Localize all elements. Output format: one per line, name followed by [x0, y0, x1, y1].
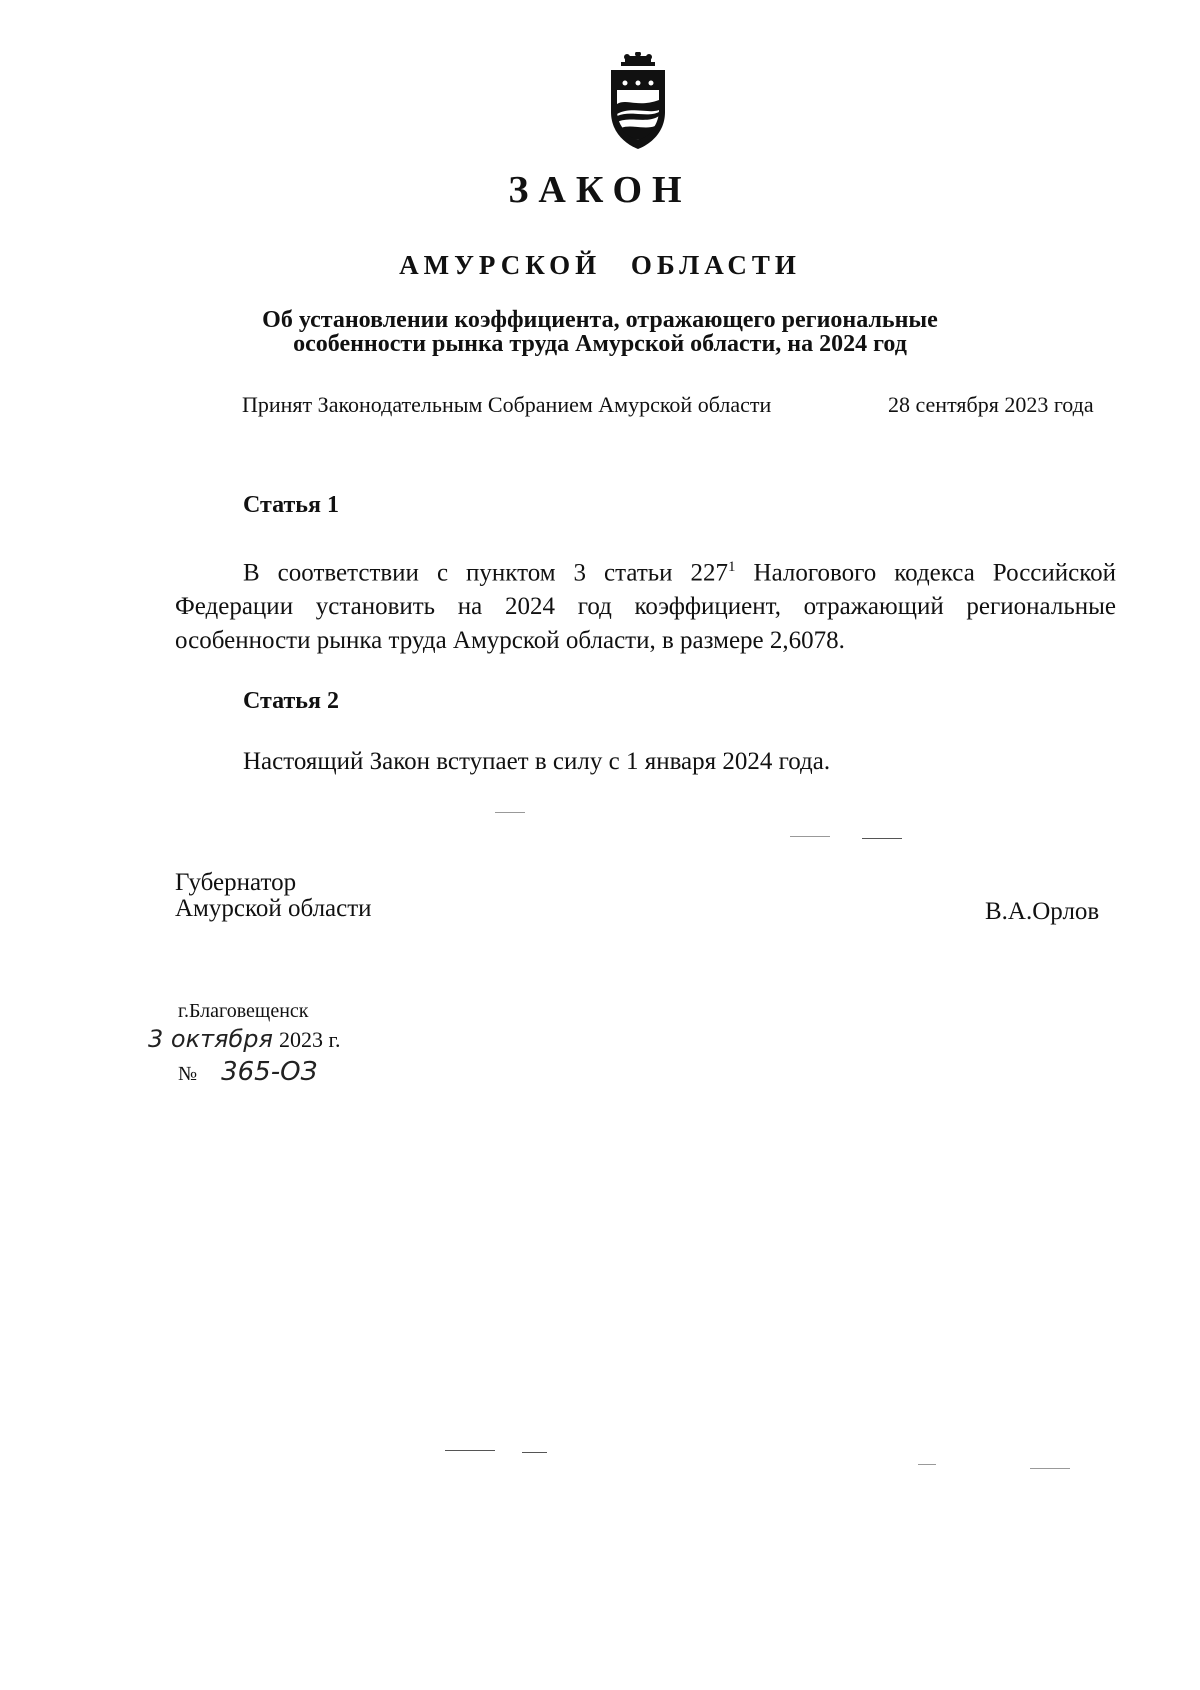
scan-mark — [790, 836, 830, 837]
governor-title — [175, 870, 372, 922]
article-2-heading: Статья 2 — [243, 688, 339, 714]
coat-of-arms-icon — [603, 52, 673, 152]
governor-title-line-2: Амурской области — [175, 895, 372, 922]
adoption-body: Принят Законодательным Собранием Амурской области — [242, 392, 772, 417]
article-1-text-start: В соответствии с пунктом 3 статьи 227 — [243, 559, 729, 587]
scan-mark — [1030, 1468, 1070, 1469]
article-1-text — [175, 550, 1116, 658]
signing-city: г.Благовещенск — [178, 1000, 309, 1022]
law-subject-line-2: особенности рынка труда Амурской области, на 2024 год — [293, 331, 907, 357]
handwritten-number: 365-ОЗ — [221, 1057, 318, 1087]
scan-mark — [862, 838, 902, 839]
handwritten-date: 3 октября — [148, 1025, 273, 1053]
governor-name: В.А.Орлов — [985, 898, 1100, 925]
number-sign: № — [178, 1063, 198, 1085]
law-subject — [180, 308, 1020, 356]
scan-mark — [445, 1450, 495, 1451]
adoption-date: 28 сентября 2023 года — [888, 392, 1094, 417]
signing-year: 2023 г. — [278, 1027, 341, 1052]
article-1-text-end: Налогового кодекса Российской Федерации установить на 2024 год коэффициент, отражающий региональные особенности рынка труда Амурской области, в размере 2,6078. — [175, 559, 1116, 655]
article-superscript: 1 — [728, 559, 736, 575]
article-1-heading: Статья 1 — [243, 492, 339, 518]
law-subject-line-1: Об установлении коэффициента, отражающего региональные — [262, 307, 938, 333]
article-2-text: Настоящий Закон вступает в силу с 1 января 2024 года. — [243, 748, 831, 775]
scan-mark — [918, 1464, 936, 1465]
governor-title-line-1: Губернатор — [175, 869, 297, 896]
scan-mark — [495, 812, 525, 813]
signing-date — [148, 1025, 341, 1054]
document-title: ЗАКОН — [508, 169, 692, 211]
region-title: АМУРСКОЙ ОБЛАСТИ — [399, 250, 801, 280]
scan-mark — [522, 1452, 547, 1453]
law-number — [178, 1057, 317, 1087]
